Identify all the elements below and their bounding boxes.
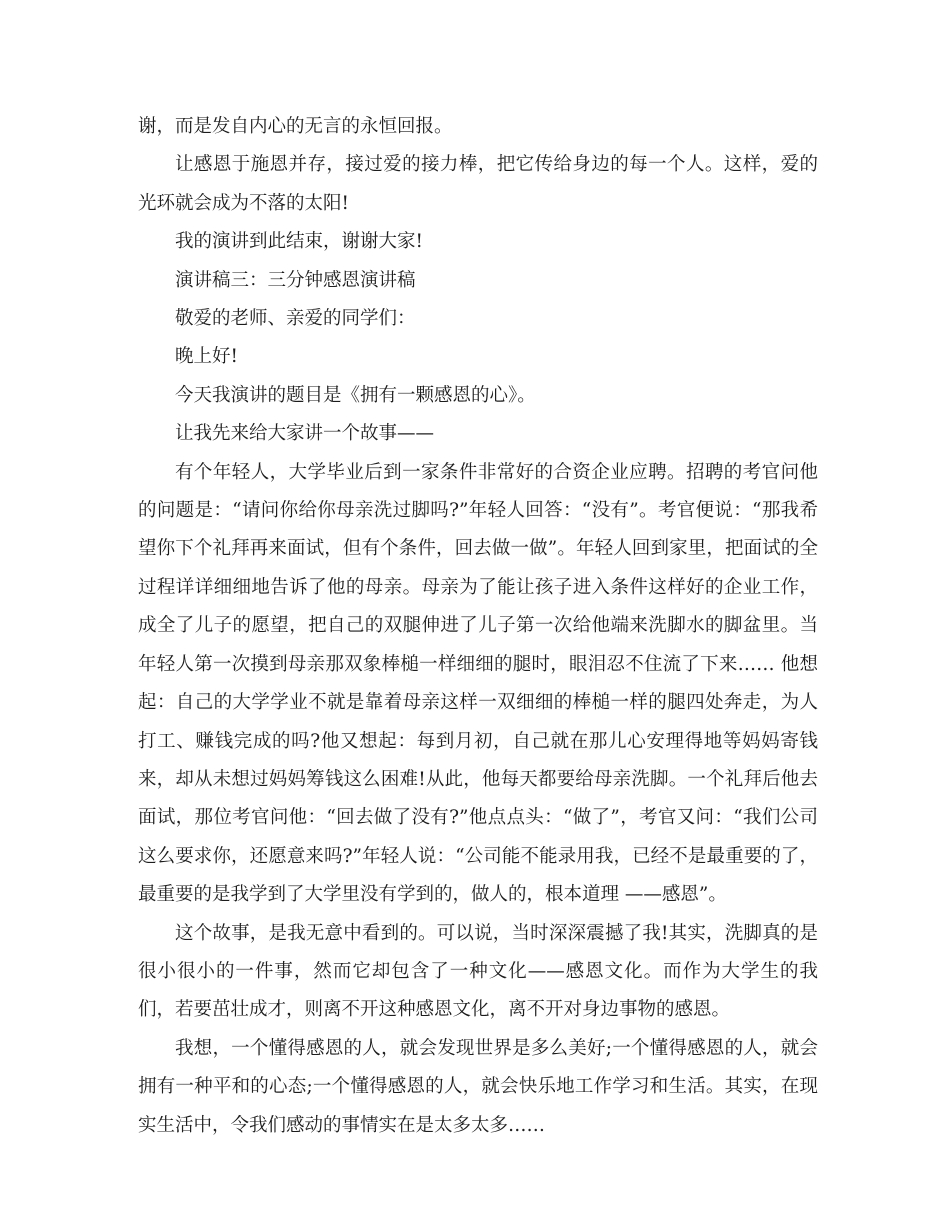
- document-body: [138, 108, 818, 1145]
- speech-heading: 演讲稿三：三分钟感恩演讲稿: [175, 269, 416, 291]
- paragraph-story: 有个年轻人，大学毕业后到一家条件非常好的合资企业应聘。招聘的考官问他的问题是：“请问你给你母亲洗过脚吗?”年轻人回答：“没有”。考官便说：“那我希望你下个礼拜再来面试，但有个条件，回去做一做”。年轻人回到家里，把面试的全过程详详细细地告诉了他的母亲。母亲为了能让孩子进入条件这样好的企业工作，成全了儿子的愿望，把自己的双腿伸进了儿子第一次给他端来洗脚水的脚盆里。当年轻人第一次摸到母亲那双象棒槌一样细细的腿时，眼泪忍不住流了下来…… 他想起：自己的大学学业不就是靠着母亲这样一双细细的棒槌一样的腿四处奔走，为人打工、赚钱完成的吗?他又想起：每到月初，自己就在那儿心安理得地等妈妈寄钱来，却从未想过妈妈筹钱这么困难!从此，他每天都要给母亲洗脚。一个礼拜后他去面试，那位考官问他：“回去做了没有?”他点点头：“做了”，考官又问：“我们公司这么要求你，还愿意来吗?”年轻人说：“公司能不能录用我，已经不是最重要的了，最重要的是我学到了大学里没有学到的，做人的，根本道理 ——感恩”。: [138, 461, 818, 906]
- paragraph-reflection: 这个故事，是我无意中看到的。可以说，当时深深震撼了我!其实，洗脚真的是很小很小的一件事，然而它却包含了一种文化——感恩文化。而作为大学生的我们，若要茁壮成才，则离不开这种感恩文化，离不开对身边事物的感恩。: [138, 922, 818, 1021]
- paragraph-continuation: 谢，而是发自内心的无言的永恒回报。: [138, 116, 453, 137]
- paragraph-conclusion: 我想，一个懂得感恩的人，就会发现世界是多么美好;一个懂得感恩的人，就会拥有一种平和的心态;一个懂得感恩的人，就会快乐地工作学习和生活。其实，在现实生活中，令我们感动的事情实在是太多太多……: [138, 1037, 818, 1136]
- paragraph-speech-end: 我的演讲到此结束，谢谢大家!: [175, 231, 423, 253]
- paragraph-story-intro: 让我先来给大家讲一个故事——: [175, 423, 435, 445]
- paragraph-gratitude-relay: 让感恩于施恩并存，接过爱的接力棒，把它传给身边的每一个人。这样，爱的光环就会成为不落的太阳!: [138, 154, 818, 214]
- paragraph-topic: 今天我演讲的题目是《拥有一颗感恩的心》。: [175, 384, 536, 406]
- paragraph-salutation: 敬爱的老师、亲爱的同学们：: [175, 308, 416, 330]
- paragraph-greeting: 晚上好!: [175, 346, 238, 368]
